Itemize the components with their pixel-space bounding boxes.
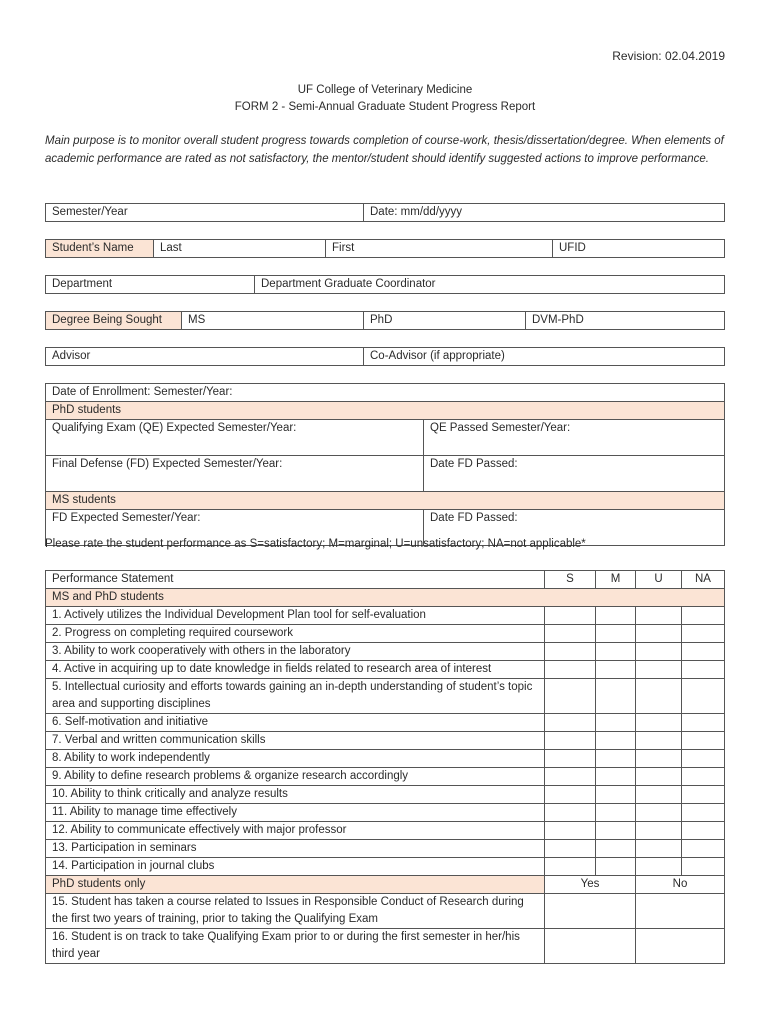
rating-cell-s[interactable]: [545, 732, 596, 750]
rating-cell-s[interactable]: [545, 822, 596, 840]
rating-cell-m[interactable]: [596, 625, 636, 643]
rating-cell-s[interactable]: [545, 786, 596, 804]
date-field[interactable]: Date: mm/dd/yyyy: [364, 204, 725, 222]
enrollment-table: [45, 383, 725, 546]
table-row: [46, 822, 725, 840]
rating-cell-na[interactable]: [682, 750, 725, 768]
rating-cell-na[interactable]: [682, 822, 725, 840]
fd-expected-field[interactable]: Final Defense (FD) Expected Semester/Year:: [46, 456, 424, 492]
rating-cell-na[interactable]: [682, 768, 725, 786]
fd-passed-field[interactable]: Date FD Passed:: [424, 456, 725, 492]
student-name-row: [45, 239, 725, 258]
table-row: [46, 625, 725, 643]
first-name-field[interactable]: First: [326, 240, 553, 258]
rating-cell-u[interactable]: [636, 732, 682, 750]
rating-cell-na[interactable]: [682, 714, 725, 732]
last-name-field[interactable]: Last: [154, 240, 326, 258]
semester-year-field[interactable]: Semester/Year: [46, 204, 364, 222]
answer-cell-yes[interactable]: [545, 894, 636, 929]
performance-statement: 11. Ability to manage time effectively: [46, 804, 545, 822]
performance-statement: 8. Ability to work independently: [46, 750, 545, 768]
rating-cell-u[interactable]: [636, 822, 682, 840]
col-na: NA: [682, 571, 725, 589]
degree-phd-option[interactable]: PhD: [364, 312, 526, 330]
rating-cell-na[interactable]: [682, 607, 725, 625]
rating-cell-m[interactable]: [596, 786, 636, 804]
rating-cell-m[interactable]: [596, 822, 636, 840]
rating-cell-na[interactable]: [682, 804, 725, 822]
performance-statement: 6. Self-motivation and initiative: [46, 714, 545, 732]
rating-cell-m[interactable]: [596, 661, 636, 679]
department-field[interactable]: Department: [46, 276, 255, 294]
table-row: [46, 643, 725, 661]
rating-cell-u[interactable]: [636, 858, 682, 876]
performance-statement: 4. Active in acquiring up to date knowledge in fields related to research area of interest: [46, 661, 545, 679]
semester-date-row: [45, 203, 725, 222]
rating-cell-m[interactable]: [596, 679, 636, 714]
performance-header-row: [46, 571, 725, 589]
qe-expected-field[interactable]: Qualifying Exam (QE) Expected Semester/Year:: [46, 420, 424, 456]
table-row: [46, 894, 725, 929]
rating-cell-m[interactable]: [596, 714, 636, 732]
ufid-field[interactable]: UFID: [553, 240, 725, 258]
performance-statement: 2. Progress on completing required coursework: [46, 625, 545, 643]
rating-cell-u[interactable]: [636, 625, 682, 643]
degree-label: Degree Being Sought: [46, 312, 182, 330]
rating-cell-u[interactable]: [636, 714, 682, 732]
rating-cell-u[interactable]: [636, 768, 682, 786]
rating-instruction: Please rate the student performance as S=satisfactory; M=marginal; U=unsatisfactory; NA=not applicable*: [45, 538, 586, 550]
rating-cell-u[interactable]: [636, 786, 682, 804]
performance-statement: 3. Ability to work cooperatively with others in the laboratory: [46, 643, 545, 661]
col-yes: Yes: [545, 876, 636, 894]
table-row: [46, 768, 725, 786]
table-row: [46, 679, 725, 714]
rating-cell-s[interactable]: [545, 679, 596, 714]
rating-cell-u[interactable]: [636, 840, 682, 858]
rating-cell-na[interactable]: [682, 858, 725, 876]
rating-cell-na[interactable]: [682, 661, 725, 679]
table-row: [46, 840, 725, 858]
rating-cell-u[interactable]: [636, 643, 682, 661]
performance-statement: 12. Ability to communicate effectively with major professor: [46, 822, 545, 840]
ms-fd-expected-field[interactable]: FD Expected Semester/Year:: [46, 510, 424, 546]
rating-cell-s[interactable]: [545, 714, 596, 732]
rating-cell-na[interactable]: [682, 786, 725, 804]
qe-passed-field[interactable]: QE Passed Semester/Year:: [424, 420, 725, 456]
rating-cell-u[interactable]: [636, 661, 682, 679]
col-s: S: [545, 571, 596, 589]
date-of-enrollment-field[interactable]: Date of Enrollment: Semester/Year:: [46, 384, 725, 402]
rating-cell-na[interactable]: [682, 679, 725, 714]
rating-cell-s[interactable]: [545, 840, 596, 858]
rating-cell-u[interactable]: [636, 804, 682, 822]
performance-statement: 5. Intellectual curiosity and efforts towards gaining an in-depth understanding of student’s topic area and supporting disciplines: [46, 679, 545, 714]
table-row: [46, 607, 725, 625]
col-u: U: [636, 571, 682, 589]
ms-fd-passed-field[interactable]: Date FD Passed:: [424, 510, 725, 546]
rating-cell-s[interactable]: [545, 643, 596, 661]
performance-statement: 7. Verbal and written communication skills: [46, 732, 545, 750]
revision-date: Revision: 02.04.2019: [612, 49, 725, 63]
col-no: No: [636, 876, 725, 894]
rating-cell-m[interactable]: [596, 643, 636, 661]
rating-cell-s[interactable]: [545, 804, 596, 822]
phd-only-section-header: PhD students only: [46, 876, 545, 894]
rating-cell-u[interactable]: [636, 679, 682, 714]
col-performance-statement: Performance Statement: [46, 571, 545, 589]
performance-statement: 1. Actively utilizes the Individual Development Plan tool for self-evaluation: [46, 607, 545, 625]
table-row: [46, 786, 725, 804]
rating-cell-s[interactable]: [545, 858, 596, 876]
phd-statement: 16. Student is on track to take Qualifying Exam prior to or during the first semester in her/his third year: [46, 929, 545, 964]
rating-cell-m[interactable]: [596, 768, 636, 786]
advisor-field[interactable]: Advisor: [46, 348, 364, 366]
rating-cell-s[interactable]: [545, 625, 596, 643]
co-advisor-field[interactable]: Co-Advisor (if appropriate): [364, 348, 725, 366]
student-name-label: Student’s Name: [46, 240, 154, 258]
performance-statement: 13. Participation in seminars: [46, 840, 545, 858]
rating-cell-u[interactable]: [636, 750, 682, 768]
rating-cell-u[interactable]: [636, 607, 682, 625]
phd-students-header: PhD students: [46, 402, 725, 420]
ms-phd-section-header: MS and PhD students: [46, 589, 725, 607]
rating-cell-m[interactable]: [596, 858, 636, 876]
rating-cell-na[interactable]: [682, 840, 725, 858]
advisor-row: [45, 347, 725, 366]
rating-cell-na[interactable]: [682, 625, 725, 643]
performance-statement: 9. Ability to define research problems & organize research accordingly: [46, 768, 545, 786]
table-row: [46, 714, 725, 732]
performance-table: [45, 570, 725, 964]
answer-cell-no[interactable]: [636, 929, 725, 964]
degree-row: [45, 311, 725, 330]
rating-cell-m[interactable]: [596, 607, 636, 625]
table-row: [46, 858, 725, 876]
table-row: [46, 661, 725, 679]
ms-students-header: MS students: [46, 492, 725, 510]
performance-statement: 10. Ability to think critically and analyze results: [46, 786, 545, 804]
rating-cell-na[interactable]: [682, 643, 725, 661]
answer-cell-yes[interactable]: [545, 929, 636, 964]
table-row: [46, 750, 725, 768]
table-row: [46, 804, 725, 822]
rating-cell-m[interactable]: [596, 840, 636, 858]
rating-cell-s[interactable]: [545, 750, 596, 768]
degree-ms-option[interactable]: MS: [182, 312, 364, 330]
form-title: FORM 2 - Semi-Annual Graduate Student Progress Report: [234, 101, 536, 113]
department-row: [45, 275, 725, 294]
dept-grad-coordinator-field[interactable]: Department Graduate Coordinator: [255, 276, 725, 294]
table-row: [46, 732, 725, 750]
phd-statement: 15. Student has taken a course related to Issues in Responsible Conduct of Research during the first two years of training, prior to taking the Qualifying Exam: [46, 894, 545, 929]
performance-statement: 14. Participation in journal clubs: [46, 858, 545, 876]
rating-cell-m[interactable]: [596, 732, 636, 750]
table-row: [46, 929, 725, 964]
rating-cell-m[interactable]: [596, 804, 636, 822]
answer-cell-no[interactable]: [636, 894, 725, 929]
rating-cell-s[interactable]: [545, 661, 596, 679]
rating-cell-m[interactable]: [596, 750, 636, 768]
degree-dvm-phd-option[interactable]: DVM-PhD: [526, 312, 725, 330]
rating-cell-s[interactable]: [545, 768, 596, 786]
college-name: UF College of Veterinary Medicine: [297, 84, 473, 96]
rating-cell-s[interactable]: [545, 607, 596, 625]
col-m: M: [596, 571, 636, 589]
purpose-statement: Main purpose is to monitor overall student progress towards completion of course-work, thesis/dissertation/degree. When elements of academic performance are rated as not satisfactory, the mentor/student should identify suggested actions to improve performance.: [45, 135, 724, 165]
rating-cell-na[interactable]: [682, 732, 725, 750]
